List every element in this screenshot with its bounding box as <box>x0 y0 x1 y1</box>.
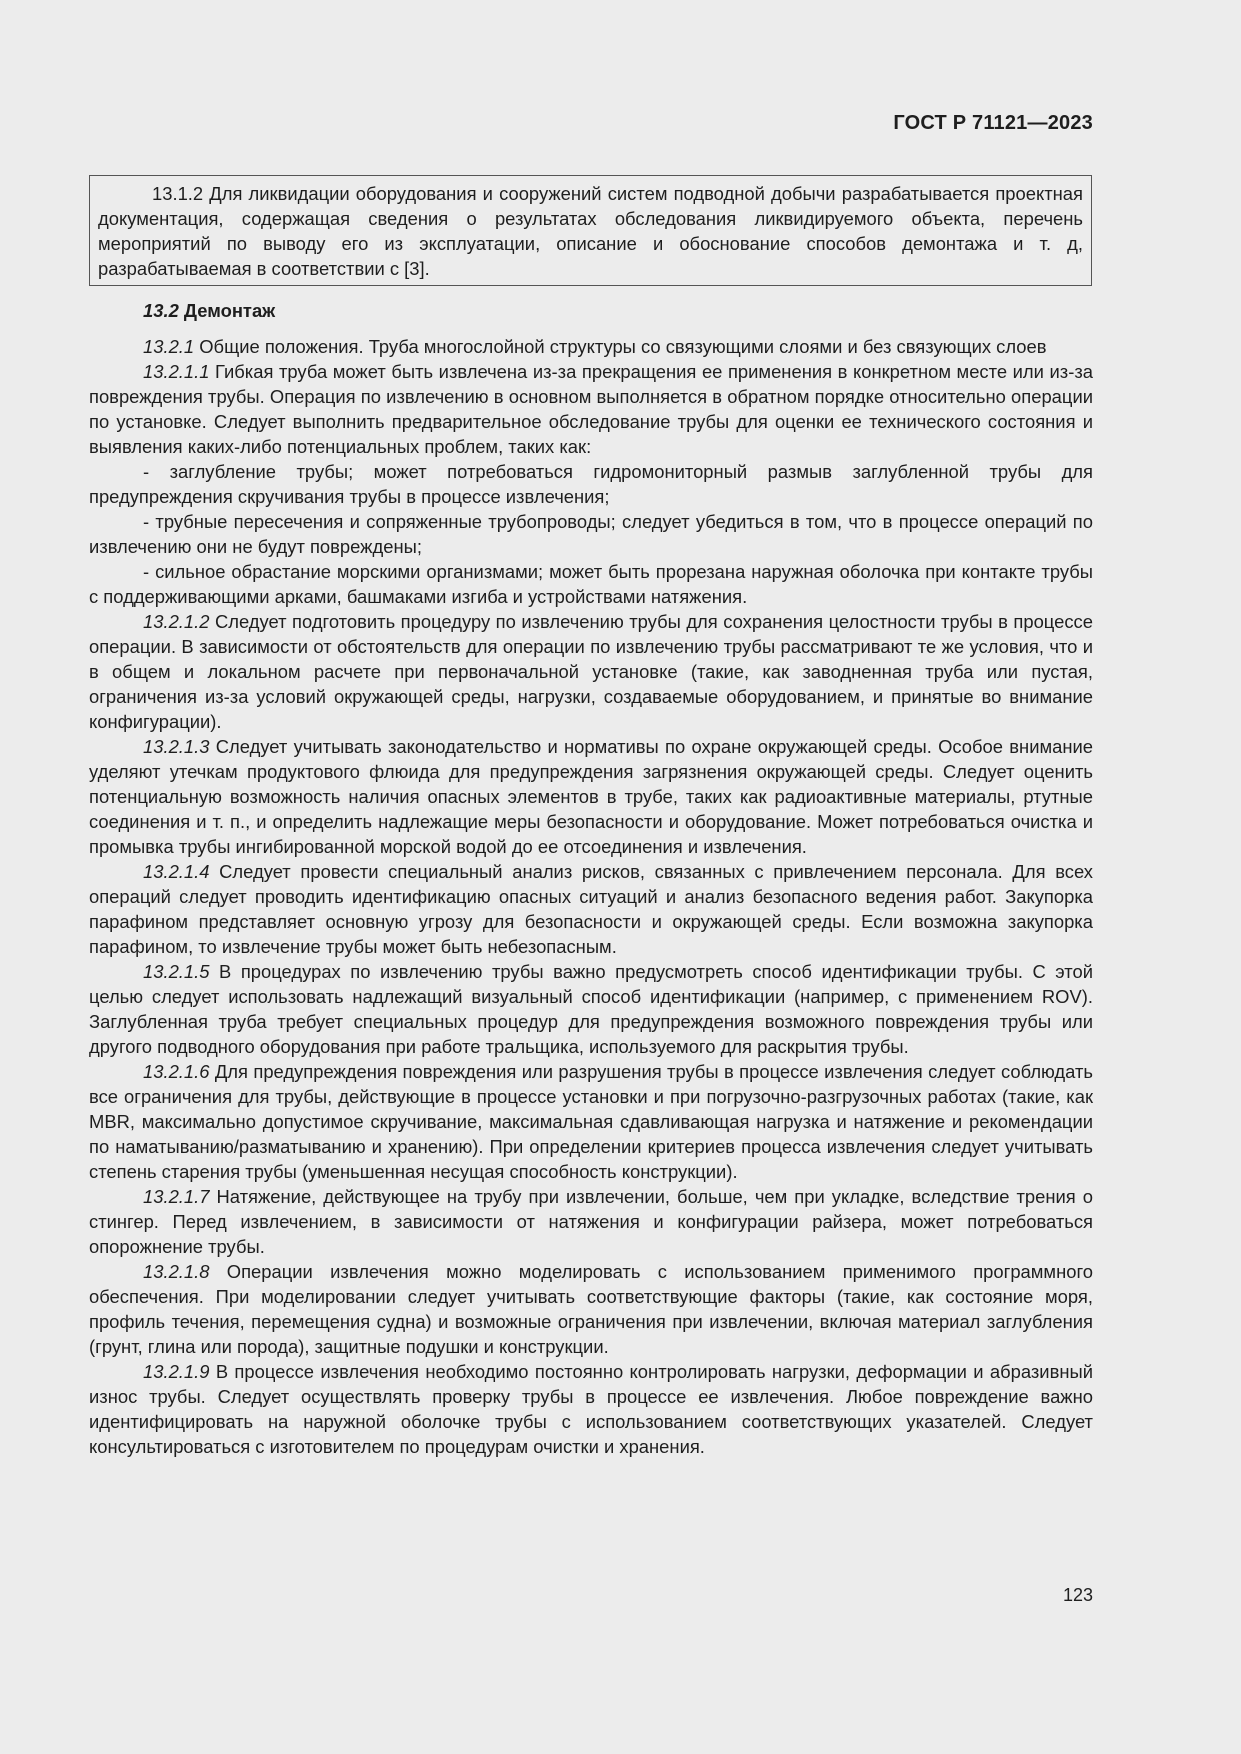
clause-text: В процедурах по извлечению трубы важно предусмотреть способ идентификации трубы. С этой целью следует использовать надлежащий визуальный способ идентификации (например, с применением ROV). Заглубленная труба требует специальных процедур для предупреждения возможного повреждения трубы или другого подводного оборудования при работе тральщика, используемого для раскрытия трубы. <box>89 961 1093 1057</box>
clause-13-2-1-6 <box>89 1059 1093 1184</box>
document-code: ГОСТ Р 71121—2023 <box>893 112 1093 134</box>
clause-13-2-1-2 <box>89 609 1093 734</box>
clause-13-2-1-3 <box>89 734 1093 859</box>
clause-text: Следует провести специальный анализ рисков, связанных с привлечением персонала. Для всех операций следует проводить идентификацию опасных ситуаций и анализ безопасного ведения работ. Закупорка парафином представляет основную угрозу для безопасности и окружающей среды. Если возможна закупорка парафином, то извлечение трубы может быть небезопасным. <box>89 861 1093 957</box>
clause-text: Операции извлечения можно моделировать с использованием применимого программного обеспечения. При моделировании следует учитывать соответствующие факторы (такие, как состояние моря, профиль течения, перемещения судна) и возможные ограничения при извлечении, включая материал заглубления (грунт, глина или порода), защитные подушки и конструкции. <box>89 1261 1093 1357</box>
clause-number: 13.2.1.3 <box>143 736 210 757</box>
clause-13-2-1-8 <box>89 1259 1093 1359</box>
clause-number: 13.2.1.9 <box>143 1361 210 1382</box>
list-item: - трубные пересечения и сопряженные трубопроводы; следует убедиться в том, что в процессе операций по извлечению они не будут повреждены; <box>89 511 1093 557</box>
clause-13-2-1 <box>89 334 1093 359</box>
boxed-clause-13-1-2 <box>89 175 1092 286</box>
section-number: 13.2 <box>143 300 179 321</box>
clause-text: Для предупреждения повреждения или разрушения трубы в процессе извлечения следует соблюдать все ограничения для трубы, действующие в процессе установки и при погрузочно-разгрузочных работах (такие, как MBR, максимально допустимое скручивание, максимальная сдавливающая нагрузка и натяжение и рекомендации по наматыванию/разматыванию и хранению). При определении критериев процесса извлечения следует учитывать степень старения трубы (уменьшенная несущая способность конструкции). <box>89 1061 1093 1182</box>
clause-number: 13.2.1.6 <box>143 1061 210 1082</box>
clause-13-1-2-text: 13.1.2 Для ликвидации оборудования и сооружений систем подводной добычи разрабатывается проектная документация, содержащая сведения о результатах обследования ликвидируемого объекта, перечень мероприятий по выводу его из эксплуатации, описание и обоснование способов демонтажа и т. д, разрабатываемая в соответствии с [3]. <box>98 183 1083 279</box>
clause-13-2-1-9 <box>89 1359 1093 1459</box>
clause-13-2-1-7 <box>89 1184 1093 1259</box>
clause-number: 13.2.1.8 <box>143 1261 210 1282</box>
clause-number: 13.2.1.1 <box>143 361 210 382</box>
clause-number: 13.2.1.4 <box>143 861 210 882</box>
page-number: 123 <box>1062 1585 1093 1605</box>
section-heading <box>89 298 1093 323</box>
clause-number: 13.2.1.5 <box>143 961 210 982</box>
clause-number: 13.2.1.7 <box>143 1186 210 1207</box>
clause-text: Гибкая труба может быть извлечена из-за прекращения ее применения в конкретном месте или из-за повреждения трубы. Операция по извлечению в основном выполняется в обратном порядке относительно операции по установке. Следует выполнить предварительное обследование трубы для оценки ее технического состояния и выявления каких-либо потенциальных проблем, таких как: <box>89 361 1093 457</box>
clause-13-2-1-4 <box>89 859 1093 959</box>
clause-13-2-1-1 <box>89 359 1093 459</box>
section-title: Демонтаж <box>183 300 276 321</box>
clause-text: Следует подготовить процедуру по извлечению трубы для сохранения целостности трубы в процессе операции. В зависимости от обстоятельств для операции по извлечению трубы рассматривают те же условия, что и в общем и локальном расчете при первоначальной установке (такие, как заводненная труба или пустая, ограничения из-за условий окружающей среды, нагрузки, создаваемые оборудованием, и принятые во внимание конфигурации). <box>89 611 1093 732</box>
list-item: - сильное обрастание морскими организмами; может быть прорезана наружная оболочка при контакте трубы с поддерживающими арками, башмаками изгиба и устройствами натяжения. <box>89 561 1093 607</box>
list-item: - заглубление трубы; может потребоваться гидромониторный размыв заглубленной трубы для предупреждения скручивания трубы в процессе извлечения; <box>89 461 1093 507</box>
clause-text: Натяжение, действующее на трубу при извлечении, больше, чем при укладке, вследствие трения о стингер. Перед извлечением, в зависимости от натяжения и конфигурации райзера, может потребоваться опорожнение трубы. <box>89 1186 1093 1257</box>
main-content <box>89 298 1093 1459</box>
clause-text: Следует учитывать законодательство и нормативы по охране окружающей среды. Особое внимание уделяют утечкам продуктового флюида для предупреждения загрязнения окружающей среды. Следует оценить потенциальную возможность наличия опасных элементов в трубе, таких как радиоактивные материалы, ртутные соединения и т. п., и определить надлежащие меры безопасности и оборудование. Может потребоваться очистка и промывка трубы ингибированной морской водой до ее отсоединения и извлечения. <box>89 736 1093 857</box>
clause-text: Общие положения. Труба многослойной структуры со связующими слоями и без связующих слоев <box>194 336 1047 357</box>
clause-text: В процессе извлечения необходимо постоянно контролировать нагрузки, деформации и абразивный износ трубы. Следует осуществлять проверку трубы в процессе ее извлечения. Любое повреждение важно идентифицировать на наружной оболочке трубы с использованием соответствующих указателей. Следует консультироваться с изготовителем по процедурам очистки и хранения. <box>89 1361 1093 1457</box>
clause-number: 13.2.1 <box>143 336 195 357</box>
clause-number: 13.2.1.2 <box>143 611 210 632</box>
clause-13-2-1-5 <box>89 959 1093 1059</box>
